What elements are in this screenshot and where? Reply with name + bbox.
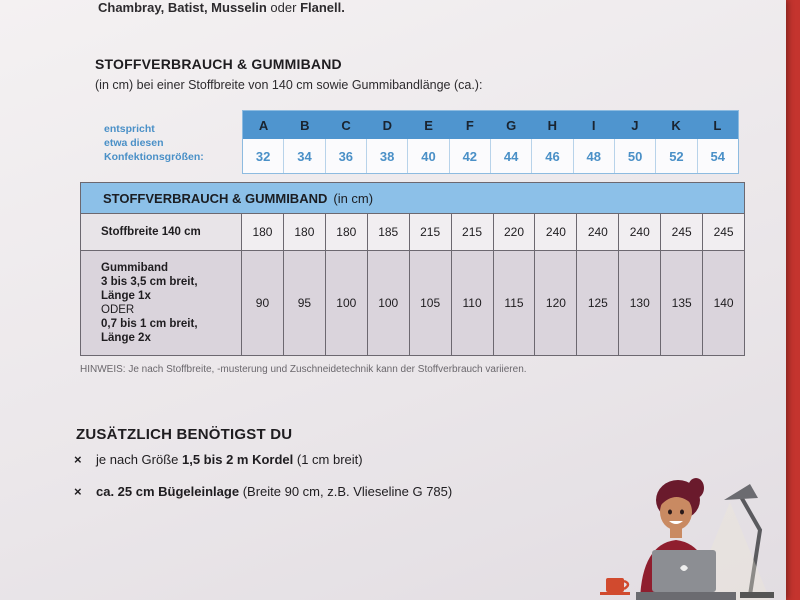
table-cell: 240 — [534, 214, 576, 250]
table-cell: 220 — [493, 214, 535, 250]
size-number: 48 — [574, 139, 615, 173]
consumption-table-header — [81, 183, 744, 213]
size-letter: D — [367, 111, 408, 139]
fabric-or: oder — [266, 0, 301, 15]
table-cell: 100 — [367, 251, 409, 355]
size-caption-line: etwa diesen — [104, 137, 164, 149]
hint-note: HINWEIS: Je nach Stoffbreite, -musterung und Zuschneidetechnik kann der Stoffverbrauch variieren. — [80, 364, 527, 375]
table-row-fabric-width — [81, 213, 744, 250]
label-line: Länge 1x — [101, 290, 151, 302]
size-number: 32 — [243, 139, 284, 173]
table-cell: 140 — [702, 251, 744, 355]
size-number: 42 — [450, 139, 491, 173]
section-heading-additional: ZUSÄTZLICH BENÖTIGST DU — [76, 426, 293, 443]
table-cell: 240 — [618, 214, 660, 250]
size-caption — [104, 122, 234, 164]
table-row-elastic — [81, 250, 744, 355]
label-line: 3 bis 3,5 cm breit, — [101, 276, 198, 288]
cross-icon: × — [74, 452, 82, 467]
table-cell: 180 — [241, 214, 283, 250]
size-number: 46 — [532, 139, 573, 173]
label-line: ODER — [101, 304, 135, 316]
table-cell: 105 — [409, 251, 451, 355]
section-subline: (in cm) bei einer Stoffbreite von 140 cm sowie Gummibandlänge (ca.): — [95, 78, 483, 92]
fabric-list: Chambray, Batist, Musselin — [98, 0, 267, 15]
list-item — [74, 452, 363, 467]
table-cell: 245 — [660, 214, 702, 250]
size-number: 50 — [615, 139, 656, 173]
table-cell: 135 — [660, 251, 702, 355]
label-line: Gummiband — [101, 262, 169, 274]
size-letter: E — [408, 111, 449, 139]
label-line: Länge 2x — [101, 332, 151, 344]
size-letter-row — [243, 111, 738, 139]
fabric-flanell: Flanell. — [300, 0, 345, 15]
table-cell: 110 — [451, 251, 493, 355]
size-letter: F — [449, 111, 490, 139]
list-item — [74, 484, 452, 499]
table-cell: 100 — [325, 251, 367, 355]
size-caption-line: entspricht — [104, 123, 155, 135]
size-caption-line: Konfektionsgrößen: — [104, 151, 204, 163]
size-number: 44 — [491, 139, 532, 173]
size-number: 52 — [656, 139, 697, 173]
consumption-unit: (in cm) — [333, 190, 374, 206]
row-label-elastic — [81, 251, 241, 355]
size-letter: K — [656, 111, 697, 139]
table-cell: 120 — [534, 251, 576, 355]
item-text: (Breite 90 cm, z.B. Vlieseline G 785) — [239, 484, 453, 499]
size-letter: L — [697, 111, 738, 139]
size-letter: J — [614, 111, 655, 139]
table-cell: 130 — [618, 251, 660, 355]
fabric-recommendation — [98, 0, 345, 15]
table-cell: 215 — [409, 214, 451, 250]
size-letter: G — [491, 111, 532, 139]
item-text: (1 cm breit) — [293, 452, 363, 467]
item-text: je nach Größe — [96, 452, 182, 467]
size-letter: A — [243, 111, 284, 139]
consumption-title: STOFFVERBRAUCH & GUMMIBAND — [103, 190, 328, 206]
label-line: 0,7 bis 1 cm breit, — [101, 318, 198, 330]
size-number: 54 — [698, 139, 738, 173]
size-number: 34 — [284, 139, 325, 173]
item-bold: ca. 25 cm Bügeleinlage — [96, 484, 240, 499]
table-cell: 90 — [241, 251, 283, 355]
size-letter: I — [573, 111, 614, 139]
woman-at-laptop-illustration — [590, 470, 780, 600]
table-cell: 95 — [283, 251, 325, 355]
table-cell: 180 — [283, 214, 325, 250]
size-number: 38 — [367, 139, 408, 173]
size-letter: C — [326, 111, 367, 139]
size-number-row — [243, 139, 738, 173]
size-table — [242, 110, 739, 174]
table-cell: 115 — [493, 251, 535, 355]
table-cell: 185 — [367, 214, 409, 250]
section-heading-consumption: STOFFVERBRAUCH & GUMMIBAND — [95, 56, 342, 72]
size-number: 40 — [408, 139, 449, 173]
table-cell: 245 — [702, 214, 744, 250]
row-label: Stoffbreite 140 cm — [81, 214, 241, 250]
table-cell: 180 — [325, 214, 367, 250]
consumption-table — [80, 182, 745, 356]
cross-icon: × — [74, 484, 82, 499]
size-letter: H — [532, 111, 573, 139]
table-cell: 215 — [451, 214, 493, 250]
size-letter: B — [284, 111, 325, 139]
item-bold: 1,5 bis 2 m Kordel — [182, 452, 294, 467]
size-number: 36 — [326, 139, 367, 173]
table-cell: 240 — [576, 214, 618, 250]
table-cell: 125 — [576, 251, 618, 355]
